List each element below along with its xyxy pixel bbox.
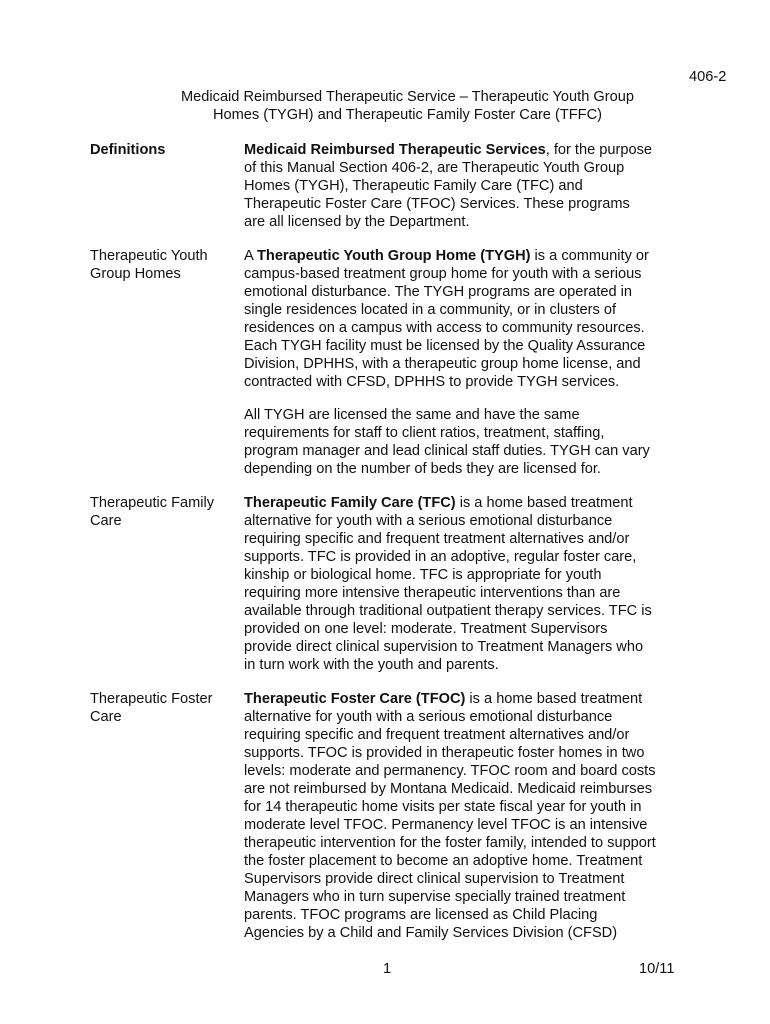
- paragraph-line: alternative for youth with a serious emotional disturbance: [244, 709, 613, 725]
- paragraph-line: supports. TFC is provided in an adoptive, regular foster care,: [244, 549, 637, 565]
- paragraph-line: requiring specific and frequent treatment alternatives and/or: [244, 531, 630, 547]
- paragraph-line: for 14 therapeutic home visits per state fiscal year for youth in: [244, 799, 642, 815]
- paragraph-line: alternative for youth with a serious emotional disturbance: [244, 513, 613, 529]
- section-label-tfc: [90, 494, 214, 530]
- page-reference: 406-2: [689, 69, 727, 85]
- paragraph-line: campus-based treatment group home for youth with a serious: [244, 266, 642, 282]
- paragraph-line: Therapeutic Foster Care (TFOC) is a home based treatment: [244, 691, 643, 707]
- revision-date: 10/11: [639, 961, 675, 977]
- paragraph-line: Agencies by a Child and Family Services Division (CFSD): [244, 925, 618, 941]
- paragraph-line: single residences located in a community, or in clusters of: [244, 302, 617, 318]
- paragraph-line: of this Manual Section 406-2, are Therapeutic Youth Group: [244, 160, 625, 176]
- paragraph-line: Therapeutic Family Care (TFC) is a home based treatment: [244, 495, 633, 511]
- paragraph-line: depending on the number of beds they are licensed for.: [244, 461, 601, 477]
- paragraph-line: are all licensed by the Department.: [244, 214, 470, 230]
- paragraph-line: Supervisors provide direct clinical supervision to Treatment: [244, 871, 625, 887]
- paragraph-line: moderate level TFOC. Permanency level TFOC is an intensive: [244, 817, 648, 833]
- section-label-definitions: [90, 141, 165, 159]
- title-line-2: Homes (TYGH) and Therapeutic Family Foster Care (TFFC): [213, 107, 602, 123]
- label-line: Therapeutic Foster: [90, 691, 213, 707]
- paragraph-line: Medicaid Reimbursed Therapeutic Services, for the purpose: [244, 142, 652, 158]
- paragraph-line: Homes (TYGH), Therapeutic Family Care (TFC) and: [244, 178, 583, 194]
- paragraph-line: are not reimbursed by Montana Medicaid. Medicaid reimburses: [244, 781, 653, 797]
- defined-term: Therapeutic Youth Group Home (TYGH): [256, 248, 531, 264]
- tfoc-paragraph: [244, 690, 684, 942]
- page-number: 1: [383, 961, 392, 977]
- defined-term: Therapeutic Family Care (TFC): [244, 495, 456, 511]
- paragraph-line: supports. TFOC is provided in therapeutic foster homes in two: [244, 745, 645, 761]
- paragraph-line: requiring more intensive therapeutic interventions than are: [244, 585, 621, 601]
- paragraph-line: provide direct clinical supervision to Treatment Managers who: [244, 639, 644, 655]
- paragraph-line: All TYGH are licensed the same and have the same: [244, 407, 580, 423]
- section-label-tygh: [90, 247, 208, 283]
- paragraph-line: A Therapeutic Youth Group Home (TYGH) is a community or: [244, 248, 649, 264]
- label-line: Care: [90, 709, 122, 725]
- label-line: Care: [90, 513, 122, 529]
- definitions-paragraph: [244, 141, 684, 231]
- paragraph-line: levels: moderate and permanency. TFOC room and board costs: [244, 763, 656, 779]
- title-line-1: Medicaid Reimbursed Therapeutic Service – Therapeutic Youth Group: [181, 89, 634, 105]
- paragraph-line: emotional disturbance. The TYGH programs are operated in: [244, 284, 633, 300]
- tygh-licensing-paragraph: [244, 406, 684, 478]
- paragraph-line: Each TYGH facility must be licensed by the Quality Assurance: [244, 338, 646, 354]
- paragraph-line: Therapeutic Foster Care (TFOC) Services. These programs: [244, 196, 630, 212]
- paragraph-line: the foster placement to become an adoptive home. Treatment: [244, 853, 643, 869]
- paragraph-line: Division, DPHHS, with a therapeutic group home license, and: [244, 356, 641, 372]
- tfc-paragraph: [244, 494, 684, 674]
- section-label-tfoc: [90, 690, 212, 726]
- label-line: Therapeutic Youth: [90, 248, 208, 264]
- paragraph-line: residences on a campus with access to community resources.: [244, 320, 645, 336]
- paragraph-line: available through traditional outpatient therapy services. TFC is: [244, 603, 652, 619]
- paragraph-line: contracted with CFSD, DPHHS to provide TYGH services.: [244, 374, 620, 390]
- paragraph-line: parents. TFOC programs are licensed as Child Placing: [244, 907, 598, 923]
- paragraph-line: program manager and lead clinical staff duties. TYGH can vary: [244, 443, 650, 459]
- paragraph-line: Managers who in turn supervise specially trained treatment: [244, 889, 626, 905]
- paragraph-line: requirements for staff to client ratios, treatment, staffing,: [244, 425, 605, 441]
- paragraph-line: requiring specific and frequent treatment alternatives and/or: [244, 727, 630, 743]
- paragraph-line: in turn work with the youth and parents.: [244, 657, 499, 673]
- label-line: Definitions: [90, 142, 166, 158]
- tygh-paragraph: [244, 247, 684, 391]
- label-line: Therapeutic Family: [90, 495, 215, 511]
- label-line: Group Homes: [90, 266, 181, 282]
- paragraph-line: provided on one level: moderate. Treatment Supervisors: [244, 621, 608, 637]
- paragraph-line: kinship or biological home. TFC is appropriate for youth: [244, 567, 602, 583]
- defined-term: Medicaid Reimbursed Therapeutic Services: [244, 142, 546, 158]
- paragraph-line: therapeutic intervention for the foster family, intended to support: [244, 835, 656, 851]
- defined-term: Therapeutic Foster Care (TFOC): [244, 691, 466, 707]
- document-title: [0, 88, 770, 124]
